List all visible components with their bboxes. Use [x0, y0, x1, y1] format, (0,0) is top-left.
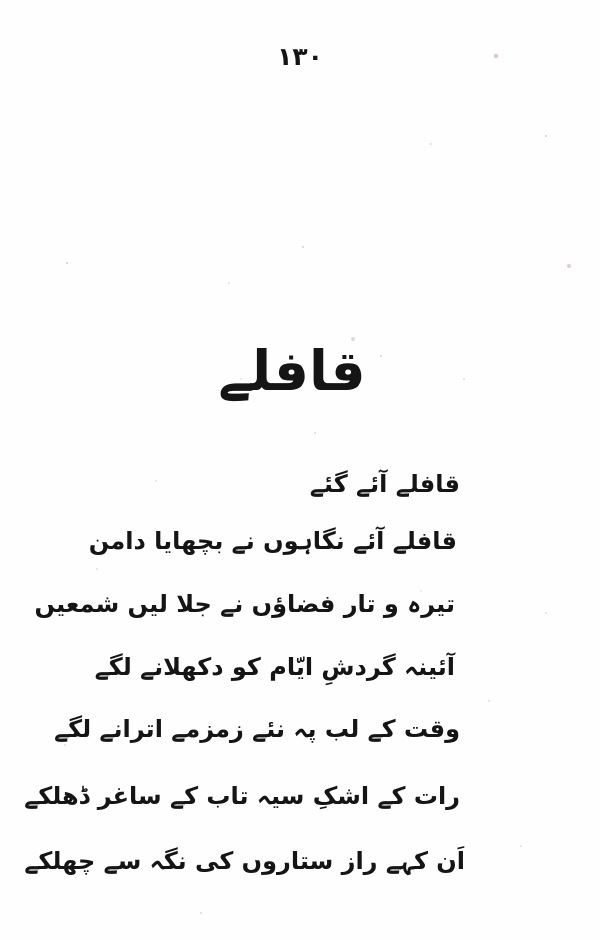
- poem-line: قافلے آئے گئے: [309, 470, 460, 498]
- poem-line: رات کے اشکِ سیہ تاب کے ساغر ڈھلکے: [24, 782, 460, 810]
- page-number: ۱۳۰: [277, 42, 323, 71]
- poem-line: قافلے آئے نگاہوں نے بچھایا دامن: [88, 527, 457, 555]
- poem-line: آئینہ گردشِ ایّام کو دکھلانے لگے: [94, 653, 455, 681]
- scan-speckles: [0, 0, 2, 2]
- poem-title: قافلے: [218, 339, 366, 403]
- poem-line: اَن کہے راز ستاروں کی نگہ سے چھلکے: [24, 847, 465, 875]
- poem-line: وقت کے لب پہ نئے زمزمے اترانے لگے: [54, 715, 460, 743]
- poem-line: تیرہ و تار فضاؤں نے جلا لیں شمعیں: [34, 590, 455, 618]
